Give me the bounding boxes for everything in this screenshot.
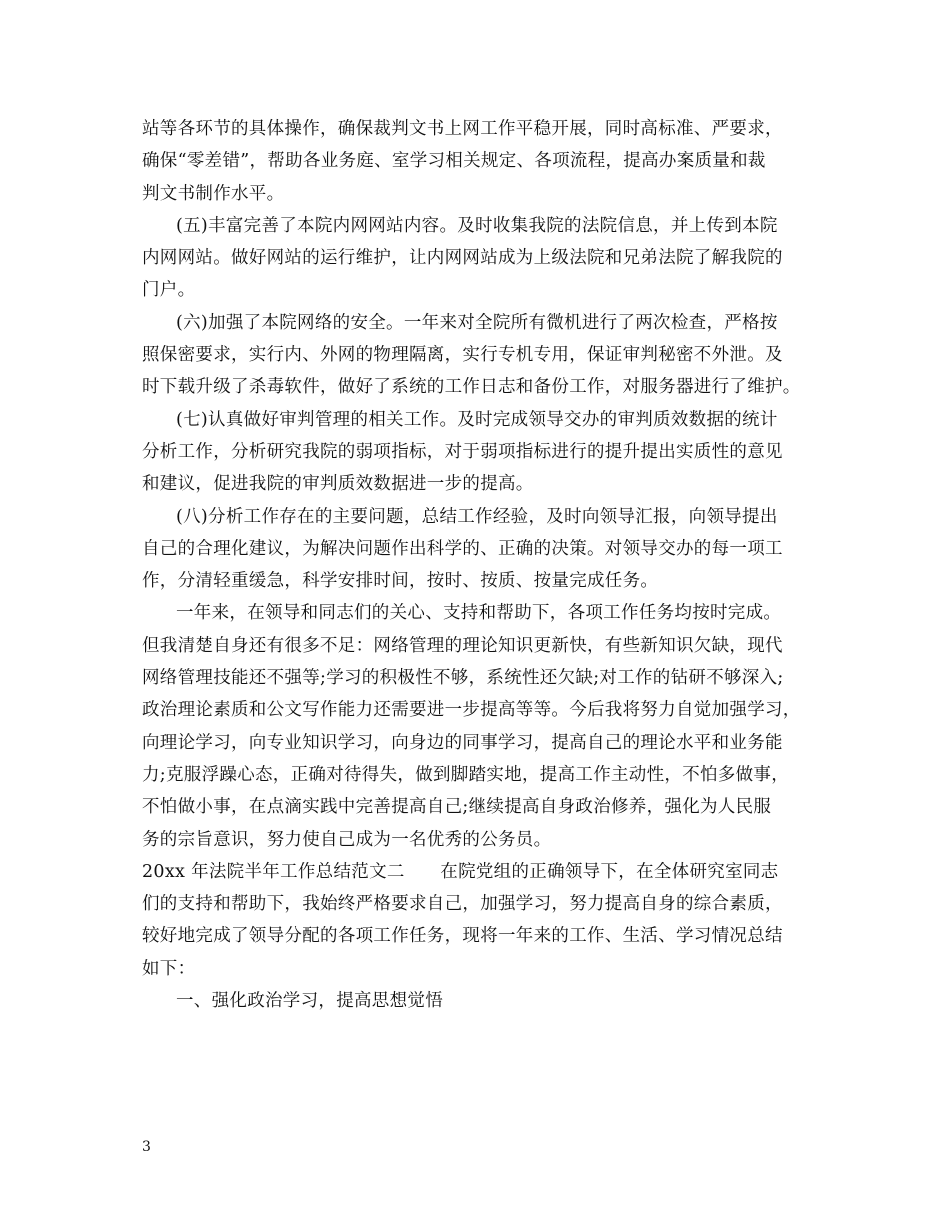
text-line: 向理论学习，向专业知识学习，向身边的同事学习，提高自己的理论水平和业务能 (142, 732, 783, 753)
subheading-line: 一、强化政治学习，提高思想觉悟 (176, 991, 443, 1012)
paragraph-start-line: 一年来，在领导和同志们的关心、支持和帮助下，各项工作任务均按时完成。 (176, 603, 782, 624)
text-line: 力;克服浮躁心态，正确对待得失，做到脚踏实地，提高工作主动性，不怕多做事， (142, 764, 789, 785)
text-line: 务的宗旨意识，努力使自己成为一名优秀的公务员。 (142, 829, 552, 850)
text-line: 较好地完成了领导分配的各项工作任务，现将一年来的工作、生活、学习情况总结 (142, 926, 783, 947)
text-line: 时下载升级了杀毒软件，做好了系统的工作日志和备份工作，对服务器进行了维护。 (142, 377, 801, 398)
page-number: 3 (142, 1139, 151, 1155)
body-text (142, 113, 822, 1017)
text-line: 不怕做小事，在点滴实践中完善提高自己;继续提高自身政治修养，强化为人民服 (142, 797, 772, 818)
text-line: 但我清楚自身还有很多不足：网络管理的理论知识更新快，有些新知识欠缺，现代 (142, 635, 783, 656)
paragraph-start-line: (八)分析工作存在的主要问题，总结工作经验，及时向领导汇报，向领导提出 (176, 506, 778, 527)
text-line: 们的支持和帮助下，我始终严格要求自己，加强学习，努力提高自身的综合素质， (142, 894, 783, 915)
paragraph-start-line: (六)加强了本院网络的安全。一年来对全院所有微机进行了两次检查，严格按 (176, 312, 778, 333)
text-line: 确保“零差错”，帮助各业务庭、室学习相关规定、各项流程，提高办案质量和裁 (142, 151, 766, 172)
text-line: 政治理论素质和公文写作能力还需要进一步提高等等。今后我将努力自觉加强学习， (142, 700, 801, 721)
text-line: 分析工作，分析研究我院的弱项指标，对于弱项指标进行的提升提出实质性的意见 (142, 441, 783, 462)
text-line: 自己的合理化建议，为解决问题作出科学的、正确的决策。对领导交办的每一项工 (142, 538, 783, 559)
text-line: 如下： (142, 958, 196, 979)
text-line: 作，分清轻重缓急，科学安排时间，按时、按质、按量完成任务。 (142, 571, 659, 592)
text-line: 和建议，促进我院的审判质效数据进一步的提高。 (142, 474, 534, 495)
paragraph-start-line: (五)丰富完善了本院内网网站内容。及时收集我院的法院信息，并上传到本院 (176, 215, 778, 236)
text-line: 网络管理技能还不强等;学习的积极性不够，系统性还欠缺;对工作的钻研不够深入; (142, 668, 784, 689)
paragraph-start-line: (七)认真做好审判管理的相关工作。及时完成领导交办的审判质效数据的统计 (176, 409, 778, 430)
text-line: 内网网站。做好网站的运行维护，让内网网站成为上级法院和兄弟法院了解我院的 (142, 248, 783, 269)
text-line: 照保密要求，实行内、外网的物理隔离，实行专机专用，保证审判秘密不外泄。及 (142, 345, 783, 366)
text-line: 站等各环节的具体操作，确保裁判文书上网工作平稳开展，同时高标准、严要求， (142, 119, 783, 139)
section-heading-line: 20xx 年法院半年工作总结范文二 在院党组的正确领导下，在全体研究室同志 (142, 861, 779, 882)
text-line: 判文书制作水平。 (142, 183, 285, 204)
text-line: 门户。 (142, 280, 196, 301)
